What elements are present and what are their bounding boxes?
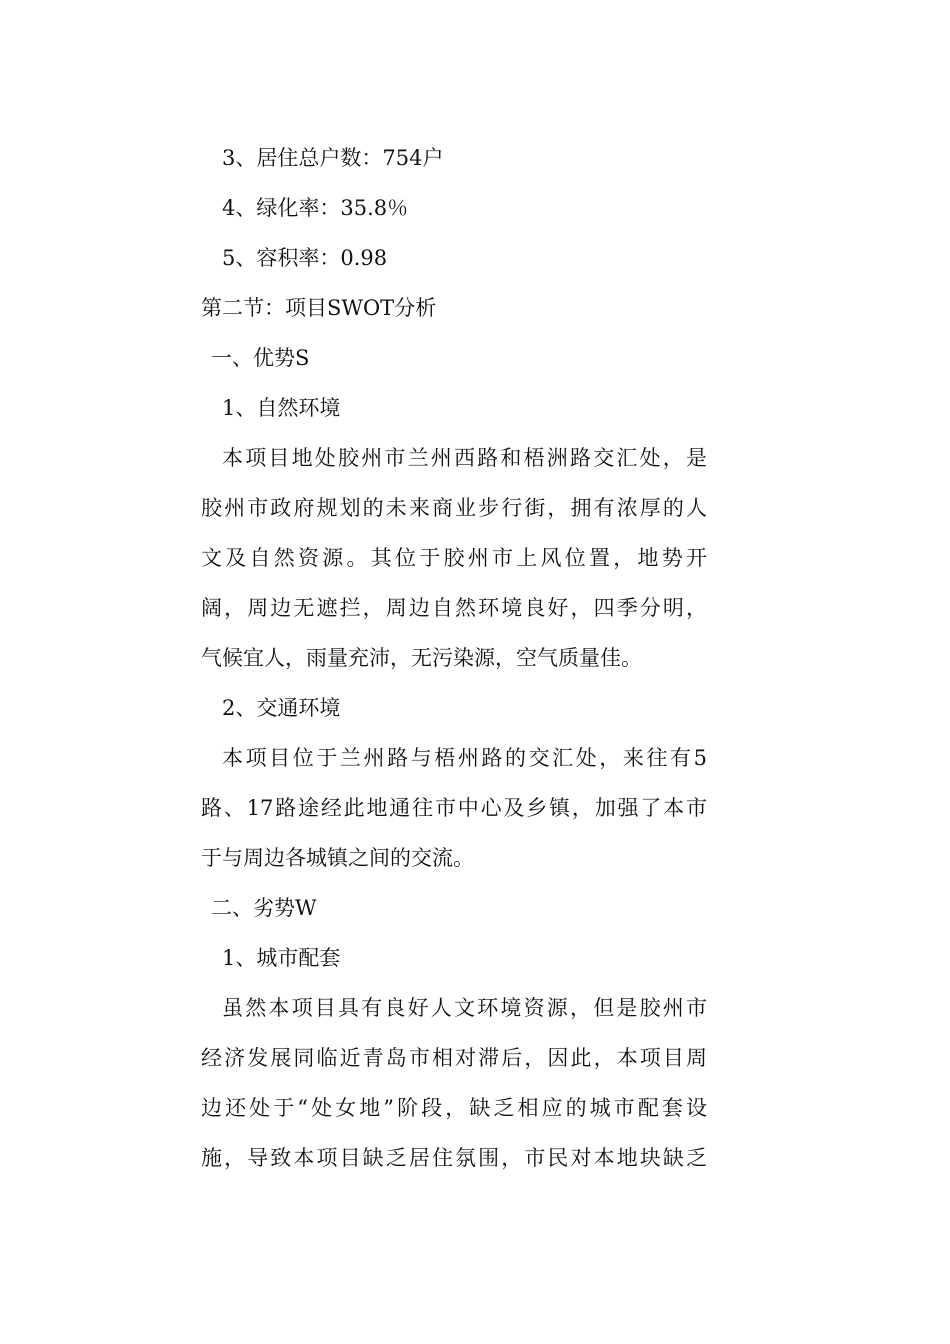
section-heading-swot: 第二节：项目SWOT分析	[201, 296, 437, 320]
list-item-households: 3、居住总户数：754户	[222, 146, 444, 170]
list-item-city-facilities: 1、城市配套	[222, 946, 341, 970]
paragraph-line: 边还处于“处女地”阶段，缺乏相应的城市配套设	[201, 1096, 707, 1120]
list-item-greening-rate: 4、绿化率：35.8％	[222, 196, 409, 220]
paragraph-line: 虽然本项目具有良好人文环境资源，但是胶州市	[222, 996, 707, 1020]
paragraph-line: 本项目地处胶州市兰州西路和梧洲路交汇处，是	[222, 446, 707, 470]
paragraph-line: 阔，周边无遮拦，周边自然环境良好，四季分明，	[201, 596, 707, 620]
paragraph-line: 胶州市政府规划的未来商业步行街，拥有浓厚的人	[201, 496, 707, 520]
paragraph-line: 于与周边各城镇之间的交流。	[201, 846, 474, 870]
subheading-weaknesses: 二、劣势W	[211, 896, 317, 920]
paragraph-line: 经济发展同临近青岛市相对滞后，因此，本项目周	[201, 1046, 707, 1070]
paragraph-line: 文及自然资源。其位于胶州市上风位置，地势开	[201, 546, 707, 570]
list-item-natural-environment: 1、自然环境	[222, 396, 341, 420]
paragraph-line: 施，导致本项目缺乏居住氛围，市民对本地块缺乏	[201, 1146, 707, 1170]
list-item-traffic-environment: 2、交通环境	[222, 696, 341, 720]
paragraph-line: 本项目位于兰州路与梧州路的交汇处，来往有5	[222, 746, 707, 770]
paragraph-line: 路、17路途经此地通往市中心及乡镇，加强了本市	[201, 796, 707, 820]
paragraph-line: 气候宜人，雨量充沛，无污染源，空气质量佳。	[201, 646, 642, 670]
document-body	[201, 133, 707, 1183]
subheading-strengths: 一、优势S	[211, 346, 310, 370]
list-item-plot-ratio: 5、容积率：0.98	[222, 246, 388, 270]
